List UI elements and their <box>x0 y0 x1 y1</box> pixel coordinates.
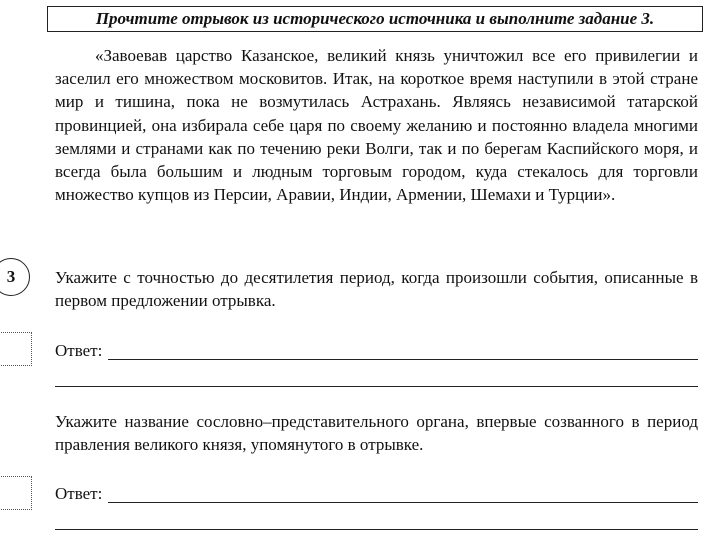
answer-1-label: Ответ: <box>55 341 103 360</box>
historical-source-passage: «Завоевав царство Казанское, великий князь уничтожил все его привилегии и заселил его множеством московитов. Итак, на короткое время наступили в этой стране мир и тишина, пока не возмутилась Астрахань. Являясь независимой татарской провинцией, она избирала себе царя по своему желанию и постоянно владела многими землями и странами как по течению реки Волги, так и по берегам Каспийского моря, и всегда была большим и людным торговым городом, куда стекалось для торговли множество купцов из Персии, Аравии, Индии, Армении, Шемахи и Турции». <box>55 46 698 205</box>
answer-1-extra-line[interactable] <box>55 386 698 387</box>
answer-1-input-line[interactable] <box>108 359 698 360</box>
answer-2-checkbox[interactable] <box>0 476 32 510</box>
answer-1-checkbox[interactable] <box>0 332 32 366</box>
task-instruction-header <box>47 6 703 32</box>
question-1-text: Укажите с точностью до десятилетия период, когда произошли события, описанные в первом предложении отрывка. <box>55 268 698 310</box>
answer-2-label: Ответ: <box>55 484 103 503</box>
task-number: 3 <box>6 267 16 286</box>
task-instruction-text: Прочтите отрывок из исторического источника и выполните задание 3. <box>95 9 655 28</box>
task-number-badge <box>0 258 30 296</box>
answer-2-input-line[interactable] <box>108 502 698 503</box>
question-2-text: Укажите название сословно–представительного органа, впервые созванного в период правления великого князя, упомянутого в отрывке. <box>55 412 698 454</box>
answer-2-extra-line[interactable] <box>55 529 698 530</box>
